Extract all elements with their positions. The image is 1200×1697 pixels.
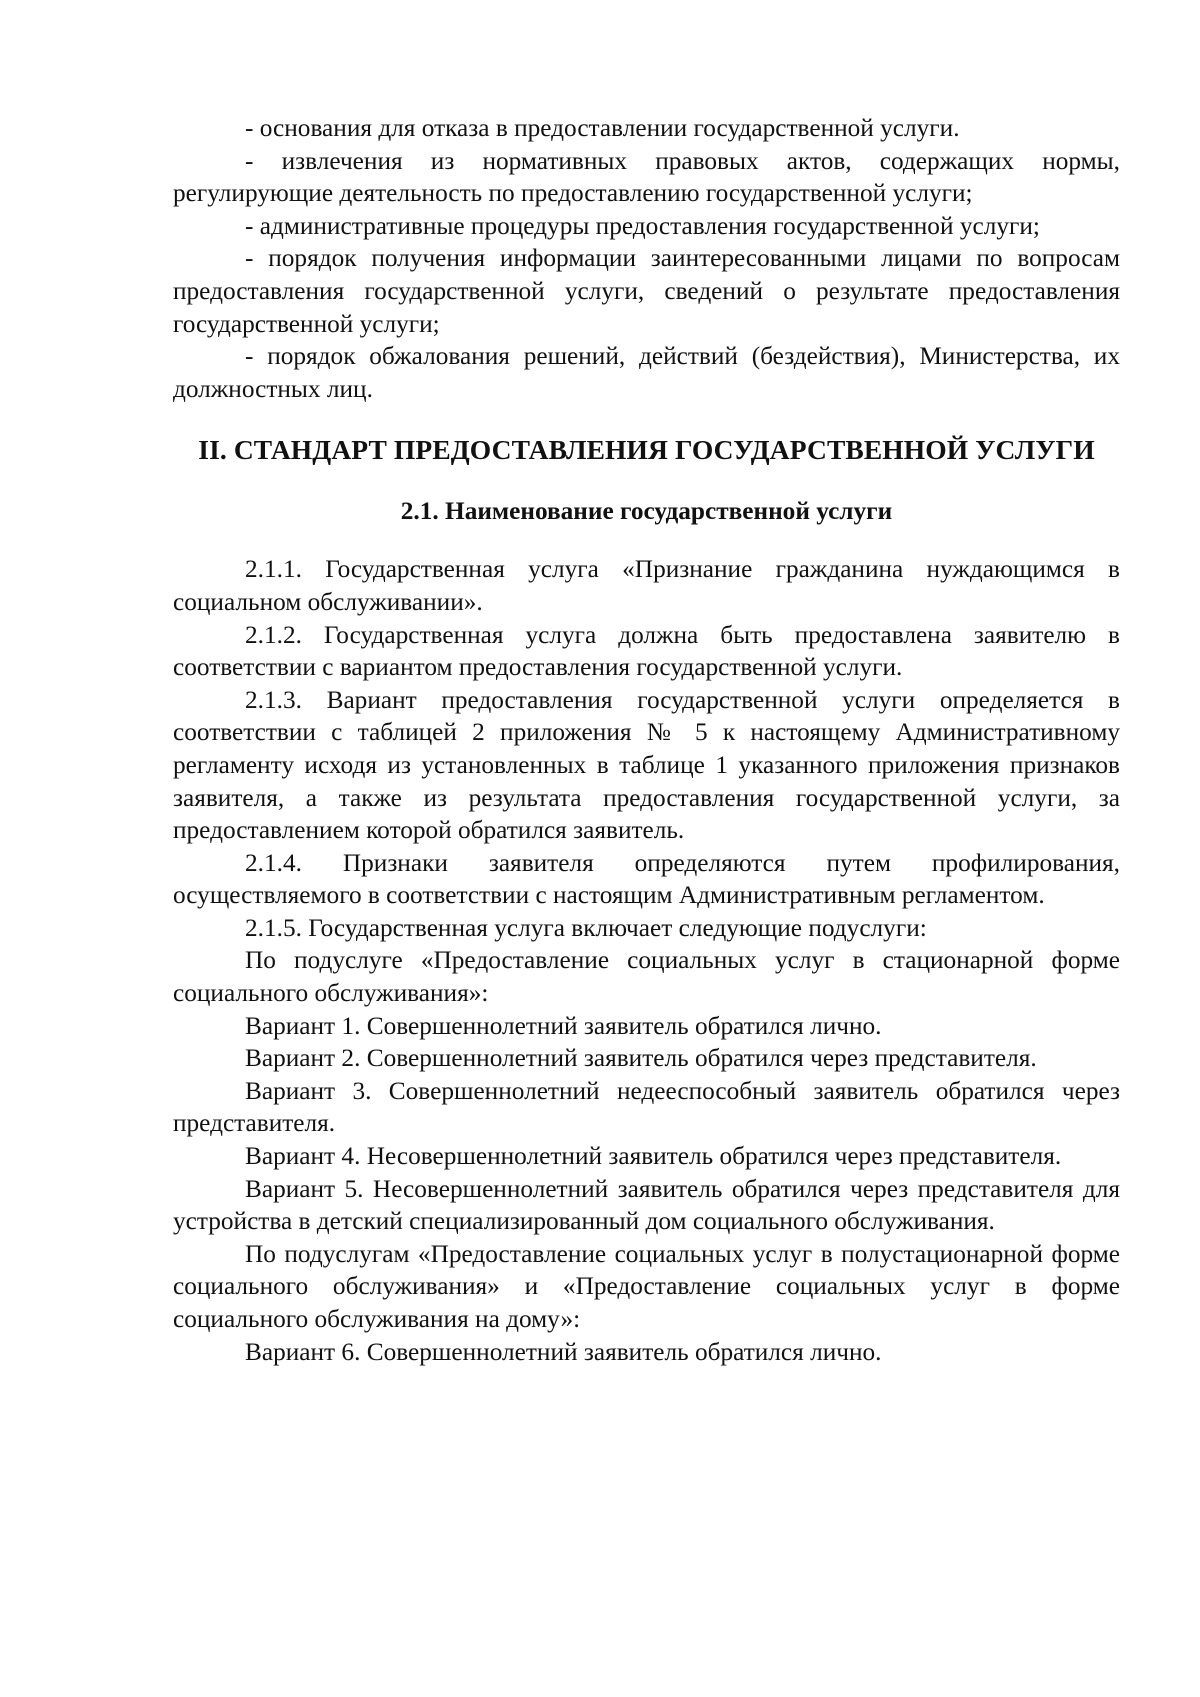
paragraph: Вариант 2. Совершеннолетний заявитель обратился через представителя. <box>245 1044 1037 1073</box>
paragraph: Вариант 6. Совершеннолетний заявитель обратился лично. <box>245 1337 882 1366</box>
paragraph: Вариант 5. Несовершеннолетний заявитель обратился через представителя для устройства в детский специализированный дом социального обслуживания. <box>173 1174 1120 1236</box>
paragraph: Вариант 4. Несовершеннолетний заявитель обратился через представителя. <box>245 1142 1062 1171</box>
intro-item: - основания для отказа в предоставлении государственной услуги. <box>245 114 960 142</box>
paragraph: Вариант 1. Совершеннолетний заявитель обратился лично. <box>245 1011 882 1040</box>
spacer <box>173 528 1120 553</box>
intro-item: - порядок получения информации заинтересованными лицами по вопросам предоставления государственной услуги, сведений о результате предоставления государственной услуги; <box>173 244 1120 338</box>
paragraph: 2.1.2. Государственная услуга должна быть предоставлена заявителю в соответствии с вариантом предоставления государственной услуги. <box>173 620 1120 682</box>
subsection-title: 2.1. Наименование государственной услуги <box>400 497 893 526</box>
paragraph: 2.1.5. Государственная услуга включает следующие подуслуги: <box>245 913 927 942</box>
paragraph: По подуслуге «Предоставление социальных услуг в стационарной форме социального обслуживания»: <box>173 946 1120 1008</box>
paragraph: Вариант 3. Совершеннолетний недееспособный заявитель обратился через представителя. <box>173 1076 1120 1138</box>
document-page <box>173 112 1120 1368</box>
section-title: II. СТАНДАРТ ПРЕДОСТАВЛЕНИЯ ГОСУДАРСТВЕННОЙ УСЛУГИ <box>198 434 1095 466</box>
intro-item: - порядок обжалования решений, действий (бездействия), Министерства, их должностных лиц. <box>173 342 1120 403</box>
paragraph: По подуслугам «Предоставление социальных услуг в полустационарной форме социального обслуживания» и «Предоставление социальных услуг в форме социального обслуживания на дому»: <box>173 1239 1120 1333</box>
intro-item: - административные процедуры предоставления государственной услуги; <box>245 211 1040 240</box>
paragraph: 2.1.3. Вариант предоставления государственной услуги определяется в соответствии с таблицей 2 приложения № 5 к настоящему Административному регламенту исходя из установленных в таблице 1 указанного приложения признаков заявителя, а также из результата предоставления государственной услуги, за предоставлением которой обратился заявитель. <box>173 685 1120 845</box>
paragraph: 2.1.1. Государственная услуга «Признание гражданина нуждающимся в социальном обслуживании». <box>173 555 1120 616</box>
paragraph: 2.1.4. Признаки заявителя определяются путем профилирования, осуществляемого в соответствии с настоящим Административным регламентом. <box>173 848 1120 910</box>
intro-item: - извлечения из нормативных правовых актов, содержащих нормы, регулирующие деятельность по предоставлению государственной услуги; <box>173 146 1120 208</box>
